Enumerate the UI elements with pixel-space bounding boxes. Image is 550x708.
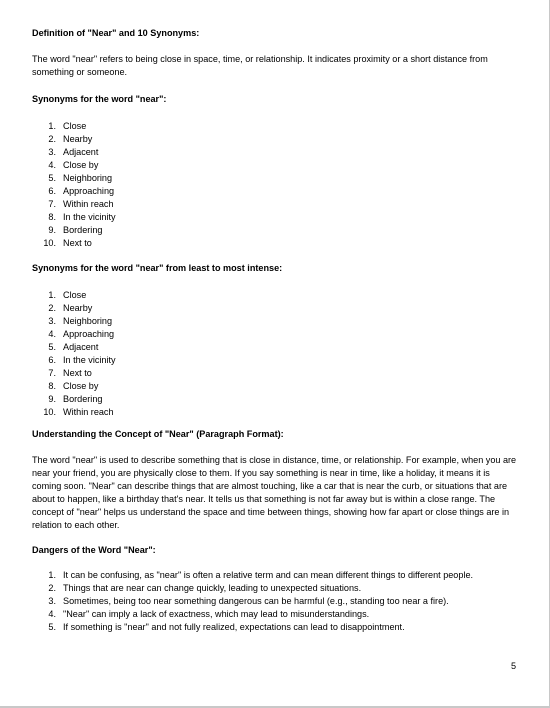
list-item: 2. Nearby xyxy=(48,134,93,144)
list-item: 6. In the vicinity xyxy=(48,355,116,365)
list-item: 9. Bordering xyxy=(48,225,103,235)
list-item: 1. Close xyxy=(48,121,87,131)
concept-heading: Understanding the Concept of "Near" (Paragraph Format): xyxy=(32,429,284,439)
intensity-heading: Synonyms for the word "near" from least to most intense: xyxy=(32,263,283,273)
definition-heading: Definition of "Near" and 10 Synonyms: xyxy=(32,28,200,38)
list-item: 1. Close xyxy=(48,290,87,300)
list-item: 4. Approaching xyxy=(48,329,115,339)
list-item: 7. Within reach xyxy=(48,199,114,209)
dangers-heading: Dangers of the Word "Near": xyxy=(32,545,156,555)
list-item: 5. Adjacent xyxy=(48,342,99,352)
list-item: 7. Next to xyxy=(48,368,92,378)
list-item: 8. In the vicinity xyxy=(48,212,116,222)
concept-paragraph: The word "near" is used to describe something that is close in distance, time, or relationship. For example, when you are near your friend, you are physically close to them. If you say something is near in time, like a holiday, it means it is coming soon. "Near" can describe things that are almost touching, like a car that is near the curb, or situations that are about to happen, like a birthday that's near. It tells us that something is not far away but is within a close range. The concept of "near" helps us understand the space and time between things, showing how far apart or close things are in relation to each other. xyxy=(32,455,517,530)
list-item: 5. Neighboring xyxy=(48,173,113,183)
synonyms-heading: Synonyms for the word "near": xyxy=(32,94,167,104)
list-item: 3. Sometimes, being too near something dangerous can be harmful (e.g., standing too near a fire). xyxy=(48,596,449,606)
list-item: 10. Within reach xyxy=(43,407,114,417)
page-number: 5 xyxy=(510,661,516,671)
list-item: 4. Close by xyxy=(48,160,99,170)
page-content xyxy=(32,27,518,634)
dangers-list xyxy=(32,569,518,634)
synonyms-list xyxy=(32,120,518,250)
definition-paragraph: The word "near" refers to being close in space, time, or relationship. It indicates proximity or a short distance from something or someone. xyxy=(32,54,488,77)
list-item: 3. Adjacent xyxy=(48,147,99,157)
list-item: 4. "Near" can imply a lack of exactness, which may lead to misunderstandings. xyxy=(48,609,370,619)
list-item: 3. Neighboring xyxy=(48,316,113,326)
list-item: 2. Things that are near can change quickly, leading to unexpected situations. xyxy=(48,583,362,593)
list-item: 8. Close by xyxy=(48,381,99,391)
list-item: 9. Bordering xyxy=(48,394,103,404)
list-item: 1. It can be confusing, as "near" is often a relative term and can mean different things to different people. xyxy=(48,570,474,580)
list-item: 10. Next to xyxy=(43,238,92,248)
intensity-list xyxy=(32,289,518,419)
list-item: 6. Approaching xyxy=(48,186,115,196)
list-item: 2. Nearby xyxy=(48,303,93,313)
list-item: 5. If something is "near" and not fully realized, expectations can lead to disappointment. xyxy=(48,622,405,632)
